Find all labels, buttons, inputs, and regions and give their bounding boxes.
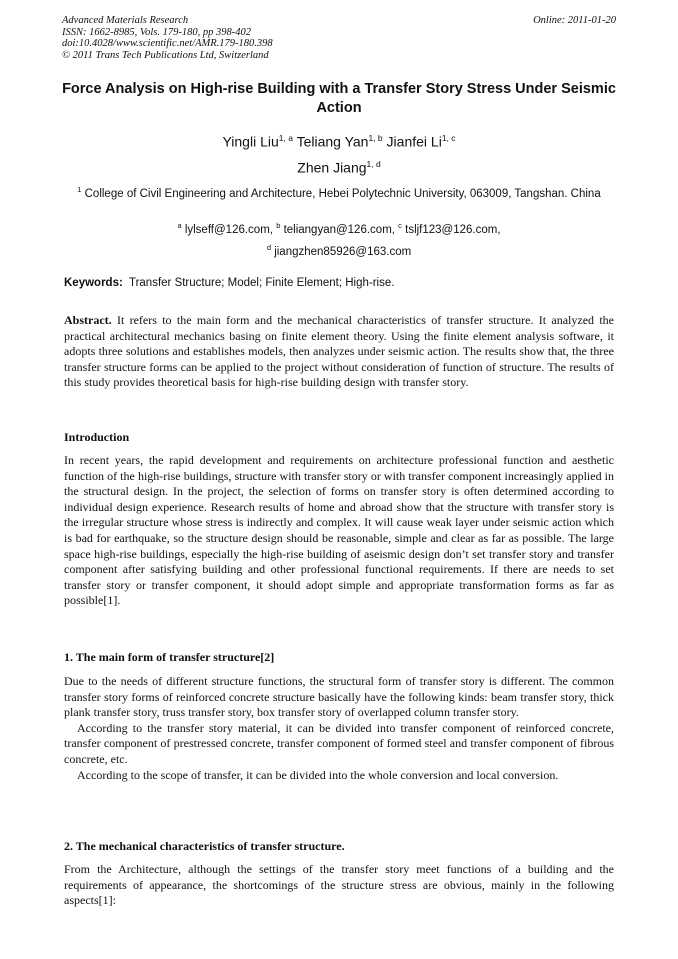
- introduction-paragraph: In recent years, the rapid development and requirements on architecture professional function and aesthetic function of the high-rise buildings, structure with transfer story or with transfer component increasingly applied in the structural design. In the project, the selection of forms on transfer story is often determined according to individual design experience. Research results of home and abroad show that the structure with transfer story is the irregular structure whose stress is indirectly and complex. It will cause weak layer under seismic action which is bad for earthquake, so the structure design should be reasonable, simple and clear as far as possible. The large space high-rise buildings, especially the high-rise building of aseismic design don’t set transfer story and transfer component after satisfying building and other professional functional requirements. If there are needs to set transfer story or transfer component, it should adopt simple and appropriate transformation forms as far as possible[1].: [64, 453, 614, 608]
- author-name: Yingli Liu: [222, 133, 279, 150]
- abstract: [64, 313, 614, 391]
- author-sup: 1, a: [278, 133, 293, 143]
- section2-heading: 2. The mechanical characteristics of transfer structure.: [64, 839, 345, 853]
- email-address[interactable]: teliangyan@126.com,: [283, 223, 395, 236]
- copyright: © 2011 Trans Tech Publications Ltd, Switzerland: [62, 49, 269, 61]
- author-sup: 1, b: [368, 133, 383, 143]
- section1-heading: 1. The main form of transfer structure[2]: [64, 650, 275, 664]
- online-date: Online: 2011-01-20: [533, 15, 616, 26]
- introduction-heading: Introduction: [64, 430, 130, 444]
- keywords-label: Keywords:: [64, 277, 123, 289]
- issn: ISSN: 1662-8985, Vols. 179-180, pp 398-402: [62, 26, 251, 38]
- affiliation-sup: 1: [77, 185, 82, 194]
- section1-body: [64, 674, 614, 783]
- email-line-1: [62, 218, 616, 238]
- affiliation-text: College of Civil Engineering and Architecture, Hebei Polytechnic University, 063009, Tangshan. China: [84, 187, 601, 200]
- doi: doi:10.4028/www.scientific.net/AMR.179-180.398: [62, 38, 273, 49]
- section1-paragraph: According to the transfer story material, it can be divided into transfer component of reinforced concrete, transfer component of prestressed concrete, transfer component of formed steel and transfer component of fibrous concrete, etc.: [64, 720, 614, 766]
- section1-paragraph: According to the scope of transfer, it can be divided into the whole conversion and local conversion.: [77, 767, 559, 782]
- authors-line-1: [62, 128, 616, 152]
- journal-name: Advanced Materials Research: [62, 15, 189, 26]
- email-sup: c: [398, 221, 402, 230]
- author-name: Zhen Jiang: [297, 159, 367, 176]
- authors-line-2: [62, 154, 616, 178]
- keywords: [64, 276, 616, 291]
- email-address[interactable]: tsljf123@126.com,: [405, 223, 501, 236]
- author-name: Jianfei Li: [386, 133, 442, 150]
- affiliation: [62, 182, 616, 202]
- abstract-text: It refers to the main form and the mechanical characteristics of transfer structure. It analyzed the practical architectural mechanics basing on finite element theory. Using the finite element analysis software, it adopts three solutions and establishes models, then analyzes under seismic action. The results show that, the three transfer structure forms can be applied to the project without consideration of function of structure. The results of this study provides theoretical basis for high-rise building design with transfer story.: [64, 313, 615, 390]
- author-sup: 1, d: [366, 159, 381, 169]
- introduction-text: [64, 453, 614, 609]
- section2-paragraph: From the Architecture, although the settings of the transfer story meet functions of a building and the requirements of appearance, the shortcomings of the structure stress are obvious, mainly in the following aspects[1]:: [64, 862, 614, 908]
- email-line-2: [62, 240, 616, 260]
- paper-title: Force Analysis on High-rise Building with a Transfer Story Stress Under Seismic Action: [62, 81, 616, 116]
- email-sup: b: [276, 221, 281, 230]
- abstract-label: Abstract.: [64, 313, 112, 327]
- author-sup: 1, c: [441, 133, 456, 143]
- author-name: Teliang Yan: [296, 133, 369, 150]
- email-address[interactable]: jiangzhen85926@163.com: [274, 245, 412, 258]
- section2-body: [64, 862, 614, 909]
- email-sup: a: [177, 221, 182, 230]
- journal-header: [62, 15, 616, 61]
- section1-paragraph: Due to the needs of different structure functions, the structural form of transfer story is different. The common transfer story forms of reinforced concrete structure basically have the following kinds: beam transfer story, thick plank transfer story, truss transfer story, box transfer story of overlapped column transfer story.: [64, 674, 614, 720]
- email-sup: d: [266, 243, 271, 252]
- keywords-text: Transfer Structure; Model; Finite Element; High-rise.: [128, 277, 395, 289]
- email-address[interactable]: lylseff@126.com,: [184, 223, 273, 236]
